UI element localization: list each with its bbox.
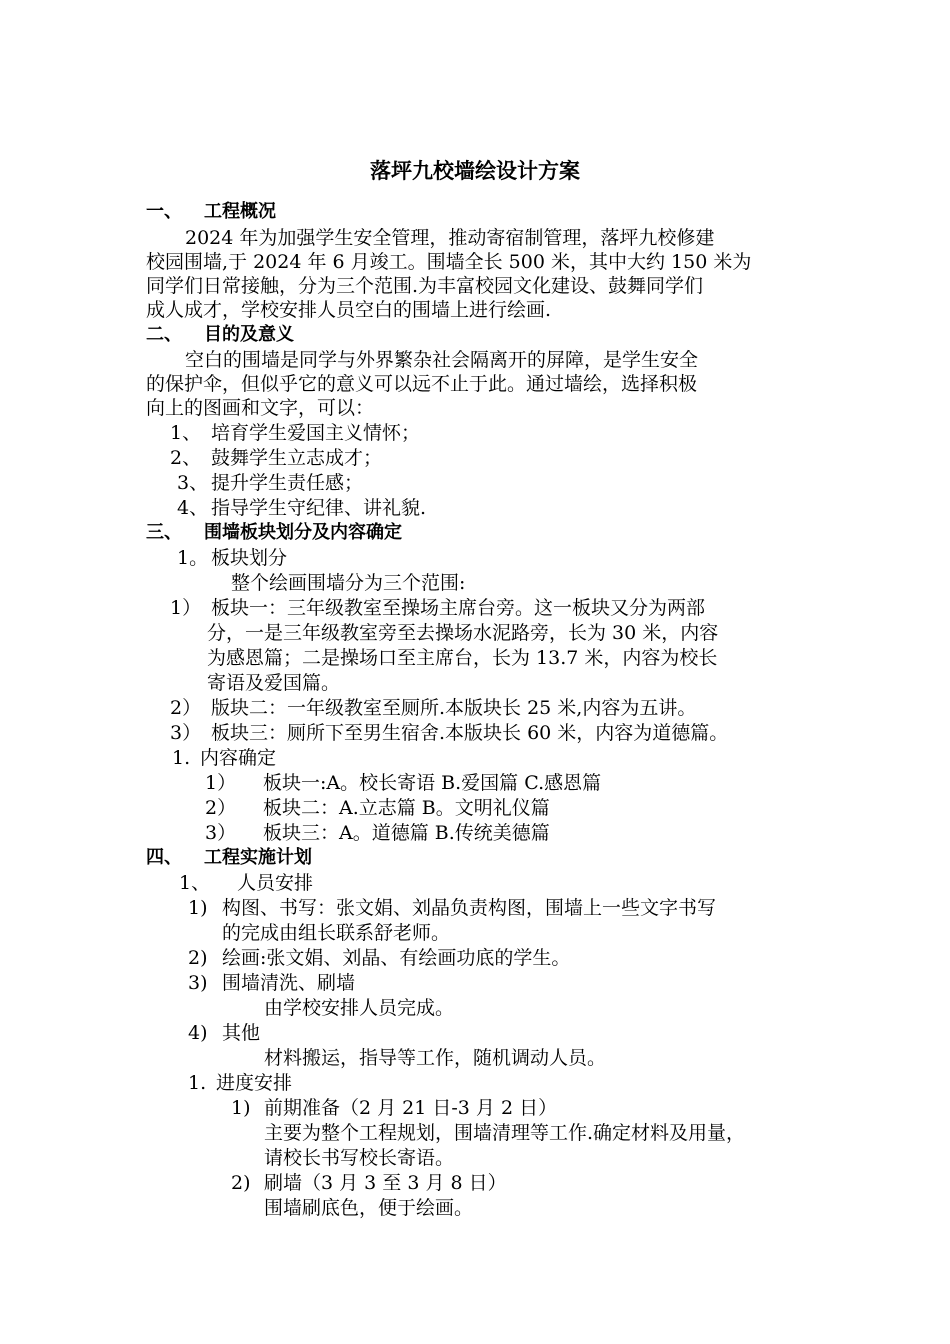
content-text: 板块一:A。校长寄语 B.爱国篇 C.感恩篇	[263, 772, 602, 794]
section-number: 三、	[146, 522, 182, 543]
subsection-number: 1、	[179, 872, 211, 894]
staff-item	[188, 971, 355, 995]
section-heading-3	[146, 521, 402, 545]
list-item	[170, 446, 382, 470]
content-item	[205, 821, 550, 845]
staff-item	[188, 946, 570, 970]
staff-detail: 材料搬运，指导等工作，随机调动人员。	[264, 1047, 607, 1069]
content-text: 板块三：A。道德篇 B.传统美德篇	[263, 822, 550, 844]
staff-text: 绘画:张文娟、刘晶、有绘画功底的学生。	[222, 947, 571, 969]
section-number: 四、	[146, 847, 182, 868]
section-title: 工程实施计划	[204, 847, 312, 868]
list-text: 鼓舞学生立志成才；	[211, 447, 383, 469]
block-text: 板块三：厕所下至男生宿舍.本版块长 60 米，内容为道德篇。	[211, 722, 729, 744]
section-heading-1	[146, 200, 276, 224]
block-item	[170, 596, 705, 620]
paragraph-line: 向上的图画和文字，可以：	[146, 397, 375, 419]
schedule-item	[231, 1096, 557, 1120]
section-title: 目的及意义	[204, 324, 294, 345]
paragraph-line: 校园围墙,于 2024 年 6 月竣工。围墙全长 500 米，其中大约 150 米为	[146, 251, 752, 273]
paragraph-line: 空白的围墙是同学与外界繁杂社会隔离开的屏障，是学生安全	[185, 349, 699, 371]
staff-detail: 由学校安排人员完成。	[264, 997, 455, 1019]
list-number: 2、	[170, 447, 202, 469]
content-number: 2）	[205, 797, 237, 819]
subsection-title: 内容确定	[200, 747, 277, 769]
schedule-detail: 主要为整个工程规划，围墙清理等工作.确定材料及用量，	[264, 1122, 746, 1144]
list-item	[177, 471, 363, 495]
content-item	[205, 771, 601, 795]
list-number: 3、	[177, 472, 209, 494]
paragraph-line: 的保护伞，但似乎它的意义可以远不止于此。通过墙绘，选择积极	[146, 373, 698, 395]
list-number: 4、	[177, 497, 209, 519]
list-text: 提升学生责任感；	[211, 472, 364, 494]
section-number: 二、	[146, 324, 182, 345]
subsection-heading	[179, 871, 313, 895]
block-text: 寄语及爱国篇。	[207, 672, 341, 694]
schedule-text: 刷墙（3 月 3 至 3 月 8 日）	[264, 1172, 507, 1194]
list-text: 指导学生守纪律、讲礼貌.	[211, 497, 427, 519]
block-number: 1）	[170, 597, 202, 619]
staff-text: 构图、书写：张文娟、刘晶负责构图，围墙上一些文字书写	[222, 897, 717, 919]
section-heading-4	[146, 846, 312, 870]
block-text: 版块二：一年级教室至厕所.本版块长 25 米,内容为五讲。	[211, 697, 697, 719]
staff-item	[188, 1021, 260, 1045]
block-number: 3）	[170, 722, 202, 744]
paragraph-line: 2024 年为加强学生安全管理，推动寄宿制管理，落坪九校修建	[185, 227, 715, 249]
staff-number: 4)	[188, 1022, 208, 1044]
schedule-number: 2)	[231, 1172, 251, 1194]
subsection-number: 1.	[172, 747, 191, 769]
document-title: 落坪九校墙绘设计方案	[370, 159, 580, 183]
list-number: 1、	[170, 422, 202, 444]
block-text: 板块一：三年级教室至操场主席台旁。这一板块又分为两部	[211, 597, 706, 619]
section-heading-2	[146, 323, 294, 347]
content-number: 3）	[205, 822, 237, 844]
content-text: 板块二：A.立志篇 B。文明礼仪篇	[263, 797, 550, 819]
schedule-item	[231, 1171, 507, 1195]
paragraph-line: 整个绘画围墙分为三个范围:	[231, 572, 466, 594]
block-number: 2）	[170, 697, 202, 719]
staff-item	[188, 896, 716, 920]
block-text: 为感恩篇；二是操场口至主席台，长为 13.7 米，内容为校长	[207, 647, 718, 669]
list-item	[177, 496, 426, 520]
content-item	[205, 796, 550, 820]
schedule-number: 1)	[231, 1097, 251, 1119]
block-text: 分，一是三年级教室旁至去操场水泥路旁，长为 30 米，内容	[207, 622, 719, 644]
paragraph-line: 同学们日常接触，分为三个范围.为丰富校园文化建设、鼓舞同学们	[146, 275, 704, 297]
staff-number: 3)	[188, 972, 208, 994]
section-number: 一、	[146, 201, 182, 222]
schedule-text: 前期准备（2 月 21 日-3 月 2 日）	[264, 1097, 558, 1119]
subsection-title: 人员安排	[237, 872, 314, 894]
list-item	[170, 421, 420, 445]
subsection-heading	[188, 1071, 292, 1095]
block-item	[170, 721, 728, 745]
schedule-detail: 请校长书写校长寄语。	[264, 1147, 455, 1169]
staff-text: 围墙清洗、刷墙	[222, 972, 356, 994]
block-item	[170, 696, 696, 720]
subsection-heading	[177, 546, 287, 570]
subsection-title: 板块划分	[211, 547, 288, 569]
list-text: 培育学生爱国主义情怀；	[211, 422, 421, 444]
subsection-number: 1.	[188, 1072, 207, 1094]
subsection-heading	[172, 746, 276, 770]
staff-text: 其他	[222, 1022, 261, 1044]
paragraph-line: 成人成才，学校安排人员空白的围墙上进行绘画.	[146, 299, 552, 321]
content-number: 1）	[205, 772, 237, 794]
staff-number: 2)	[188, 947, 208, 969]
section-title: 工程概况	[204, 201, 276, 222]
subsection-number: 1。	[177, 547, 209, 569]
section-title: 围墙板块划分及内容确定	[204, 522, 402, 543]
schedule-detail: 围墙刷底色，便于绘画。	[264, 1197, 474, 1219]
subsection-title: 进度安排	[216, 1072, 293, 1094]
staff-text: 的完成由组长联系舒老师。	[222, 922, 451, 944]
staff-number: 1)	[188, 897, 208, 919]
